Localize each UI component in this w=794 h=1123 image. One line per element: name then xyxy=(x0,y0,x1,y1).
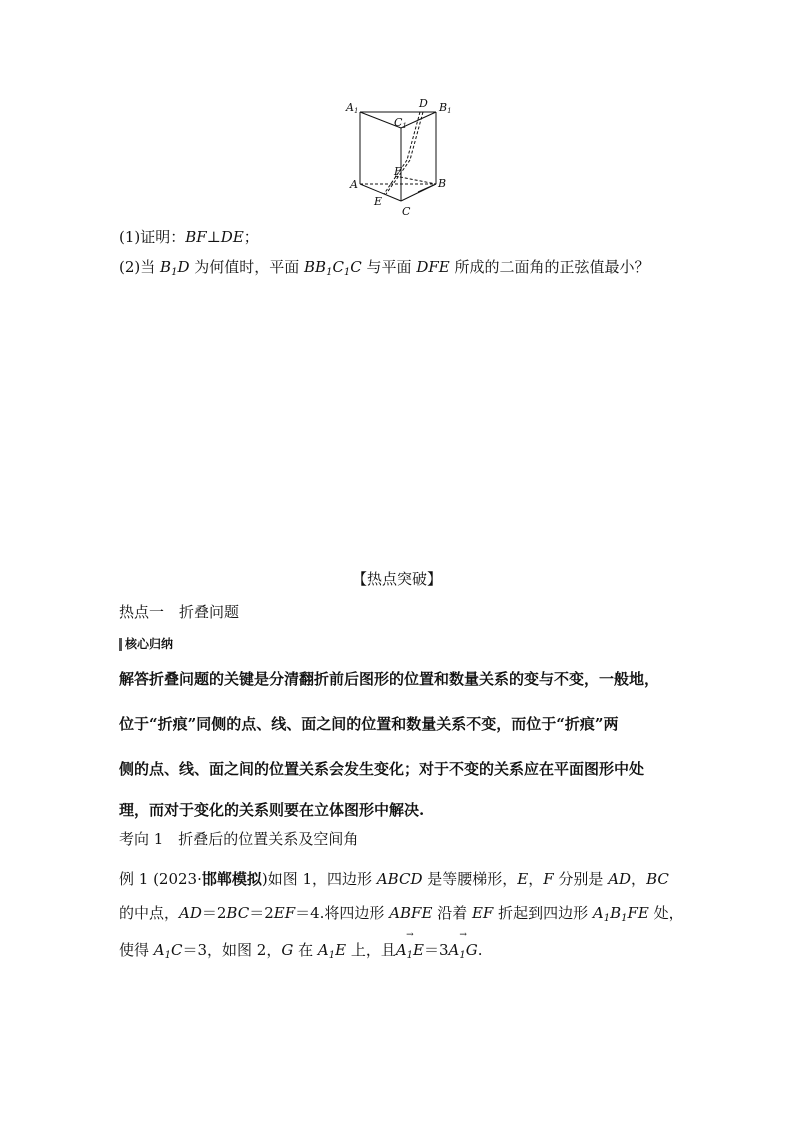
vector-a1g: → $A_1G$ xyxy=(448,930,478,961)
label-c1: C1 xyxy=(394,116,407,130)
label-d: D xyxy=(419,97,428,110)
hotspot-title: 热点一 折叠问题 xyxy=(119,603,240,621)
label-e: E xyxy=(374,195,383,208)
label-a1: A1 xyxy=(346,101,359,115)
question-1: (1)证明：BF⊥DE； xyxy=(119,228,259,246)
label-c: C xyxy=(402,205,411,218)
prism-diagram xyxy=(340,95,460,225)
summary-line-2: 位于“折痕”同侧的点、线、面之间的位置和数量关系不变，而位于“折痕”两 xyxy=(119,715,619,733)
section-title: 【热点突破】 xyxy=(351,570,442,588)
direction-title: 考向 1 折叠后的位置关系及空间角 xyxy=(119,830,359,848)
question-2: (2)当 $B_1D$ 为何值时，平面 $BB_1C_1C$ 与平面 DFE 所成的二面角的正弦值最小？ xyxy=(119,258,650,278)
label-b1: B1 xyxy=(439,101,452,115)
summary-line-4: 理，而对于变化的关系则要在立体图形中解决. xyxy=(119,801,425,819)
example-line-2: 的中点，AD＝2BC＝2EF＝4.将四边形 ABFE 沿着 EF 折起到四边形 $A_1B_1FE$ 处， xyxy=(119,904,684,924)
label-f: F xyxy=(394,165,402,178)
summary-line-3: 侧的点、线、面之间的位置关系会发生变化；对于不变的关系应在平面图形中处 xyxy=(119,760,645,778)
key-summary-marker xyxy=(119,638,122,651)
summary-line-1: 解答折叠问题的关键是分清翻折前后图形的位置和数量关系的变与不变，一般地， xyxy=(119,670,660,688)
vector-a1e: → $A_1E$ xyxy=(395,930,424,961)
key-summary-label: 核心归纳 xyxy=(125,637,174,651)
prism-figure xyxy=(340,95,460,225)
label-a: A xyxy=(350,178,358,191)
label-b: B xyxy=(438,177,447,190)
example-line-3: 使得 $A_1C=3$，如图 2，G 在 $A_1E$ 上，且 → $A_1E=3$ → $A_1G$. xyxy=(119,940,483,966)
example-line-1: 例 1 (2023·邯郸模拟)如图 1，四边形 ABCD 是等腰梯形，E，F 分别是 AD，BC xyxy=(119,870,669,888)
